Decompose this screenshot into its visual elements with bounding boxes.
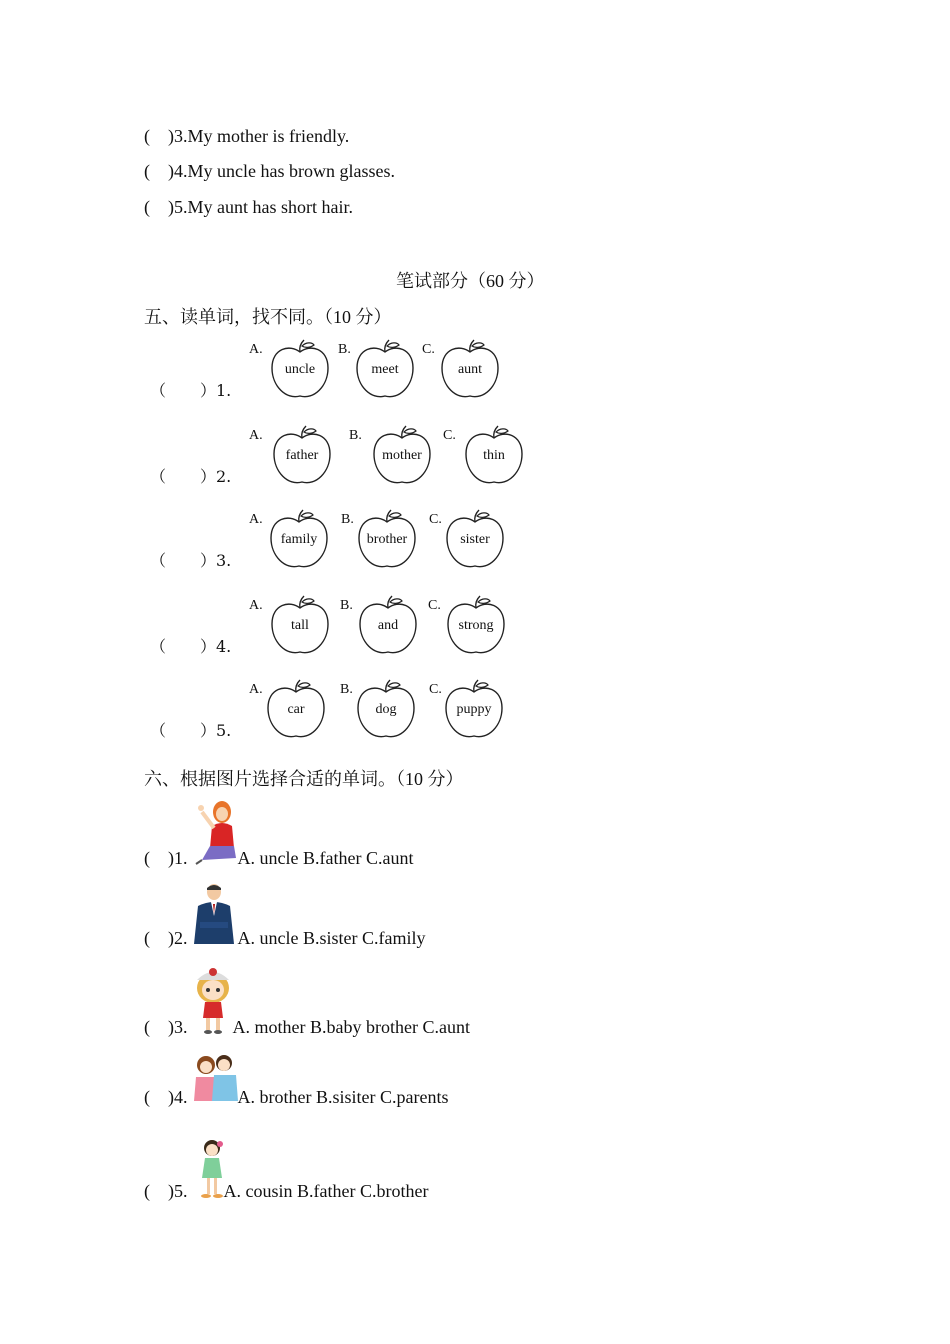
apple-word-card	[354, 678, 418, 742]
apple-word: car	[287, 702, 305, 717]
option-letter: A.	[249, 428, 263, 443]
listening-item-5	[144, 197, 353, 218]
question-number: )3.	[168, 1017, 188, 1037]
apple-word: meet	[371, 362, 399, 377]
picture-question-5	[144, 1181, 428, 1202]
answer-paren-open[interactable]: (	[144, 1017, 150, 1037]
apple-word-card	[355, 508, 419, 572]
question-number: ）3.	[200, 551, 232, 570]
option-letter: A.	[249, 512, 263, 527]
question-number: )1.	[168, 848, 188, 868]
apple-word: brother	[366, 532, 408, 547]
question-number: )5.	[168, 1181, 188, 1201]
apple-word-card	[353, 338, 417, 402]
choices-text: A. uncle B.sister C.family	[237, 928, 426, 948]
apple-word: strong	[458, 618, 494, 633]
option-letter: B.	[341, 512, 354, 527]
apple-word: and	[377, 618, 399, 633]
answer-paren-open[interactable]: (	[144, 197, 150, 217]
answer-paren-open[interactable]: (	[144, 848, 150, 868]
apple-word: family	[280, 532, 318, 547]
apple-word: aunt	[457, 362, 483, 377]
apple-word-card	[462, 424, 526, 488]
question-number: ）1.	[200, 381, 232, 400]
listening-item-4	[144, 161, 395, 182]
apple-word: father	[285, 448, 319, 463]
statement-text: 3.My mother is friendly.	[174, 126, 350, 146]
apple-word-card	[443, 508, 507, 572]
apple-word-card	[264, 678, 328, 742]
question-number: ）2.	[200, 467, 232, 486]
apple-word-card	[268, 594, 332, 658]
option-letter: B.	[338, 342, 351, 357]
apple-word-card	[270, 424, 334, 488]
choices-text: A. brother B.sisiter C.parents	[237, 1087, 449, 1107]
question-number: )2.	[168, 928, 188, 948]
apple-word-card	[267, 508, 331, 572]
answer-paren-open[interactable]: （	[150, 721, 167, 740]
choices-text: A. mother B.baby brother C.aunt	[232, 1017, 470, 1037]
option-letter: A.	[249, 598, 263, 613]
question-number: ）5.	[200, 721, 232, 740]
apple-word-card	[442, 678, 506, 742]
answer-paren-close: )	[168, 197, 174, 217]
apple-word-card	[268, 338, 332, 402]
answer-paren-open[interactable]: （	[150, 551, 167, 570]
section-5-title: 五、读单词，找不同。（10 分）	[144, 307, 392, 327]
apple-word: dog	[375, 702, 397, 717]
written-part-title: 笔试部分（60 分）	[396, 271, 545, 291]
answer-paren-open[interactable]: (	[144, 1087, 150, 1107]
picture-question-3	[144, 1017, 470, 1038]
question-number: ）4.	[200, 637, 232, 656]
apple-word-card	[438, 338, 502, 402]
option-letter: B.	[340, 682, 353, 697]
picture-question-4	[144, 1087, 448, 1108]
option-letter: A.	[249, 682, 263, 697]
picture-question-1	[144, 848, 413, 869]
answer-paren-close: )	[168, 126, 174, 146]
answer-paren-open[interactable]: （	[150, 467, 167, 486]
option-letter: B.	[340, 598, 353, 613]
option-letter: C.	[429, 512, 442, 527]
answer-paren-open[interactable]: (	[144, 161, 150, 181]
choices-text: A. uncle B.father C.aunt	[237, 848, 414, 868]
answer-paren-open[interactable]: （	[150, 637, 167, 656]
answer-paren-open[interactable]: (	[144, 1181, 150, 1201]
answer-paren-open[interactable]: (	[144, 928, 150, 948]
question-number: )4.	[168, 1087, 188, 1107]
apple-word: thin	[483, 448, 505, 463]
statement-text: 4.My uncle has brown glasses.	[174, 161, 395, 181]
option-letter: C.	[428, 598, 441, 613]
section-6-title: 六、根据图片选择合适的单词。（10 分）	[144, 769, 464, 789]
choices-text: A. cousin B.father C.brother	[223, 1181, 429, 1201]
answer-paren-open[interactable]: (	[144, 126, 150, 146]
apple-word: uncle	[284, 362, 316, 377]
apple-word: sister	[460, 532, 490, 547]
option-letter: C.	[429, 682, 442, 697]
apple-word: tall	[291, 618, 309, 633]
apple-word: puppy	[456, 702, 492, 717]
option-letter: C.	[422, 342, 435, 357]
option-letter: B.	[349, 428, 362, 443]
answer-paren-close: )	[168, 161, 174, 181]
listening-item-3	[144, 126, 349, 147]
apple-word-card	[370, 424, 434, 488]
option-letter: C.	[443, 428, 456, 443]
answer-paren-open[interactable]: （	[150, 381, 167, 400]
option-letter: A.	[249, 342, 263, 357]
statement-text: 5.My aunt has short hair.	[174, 197, 353, 217]
apple-word-card	[444, 594, 508, 658]
picture-question-2	[144, 928, 425, 949]
apple-word: mother	[382, 448, 422, 463]
apple-word-card	[356, 594, 420, 658]
